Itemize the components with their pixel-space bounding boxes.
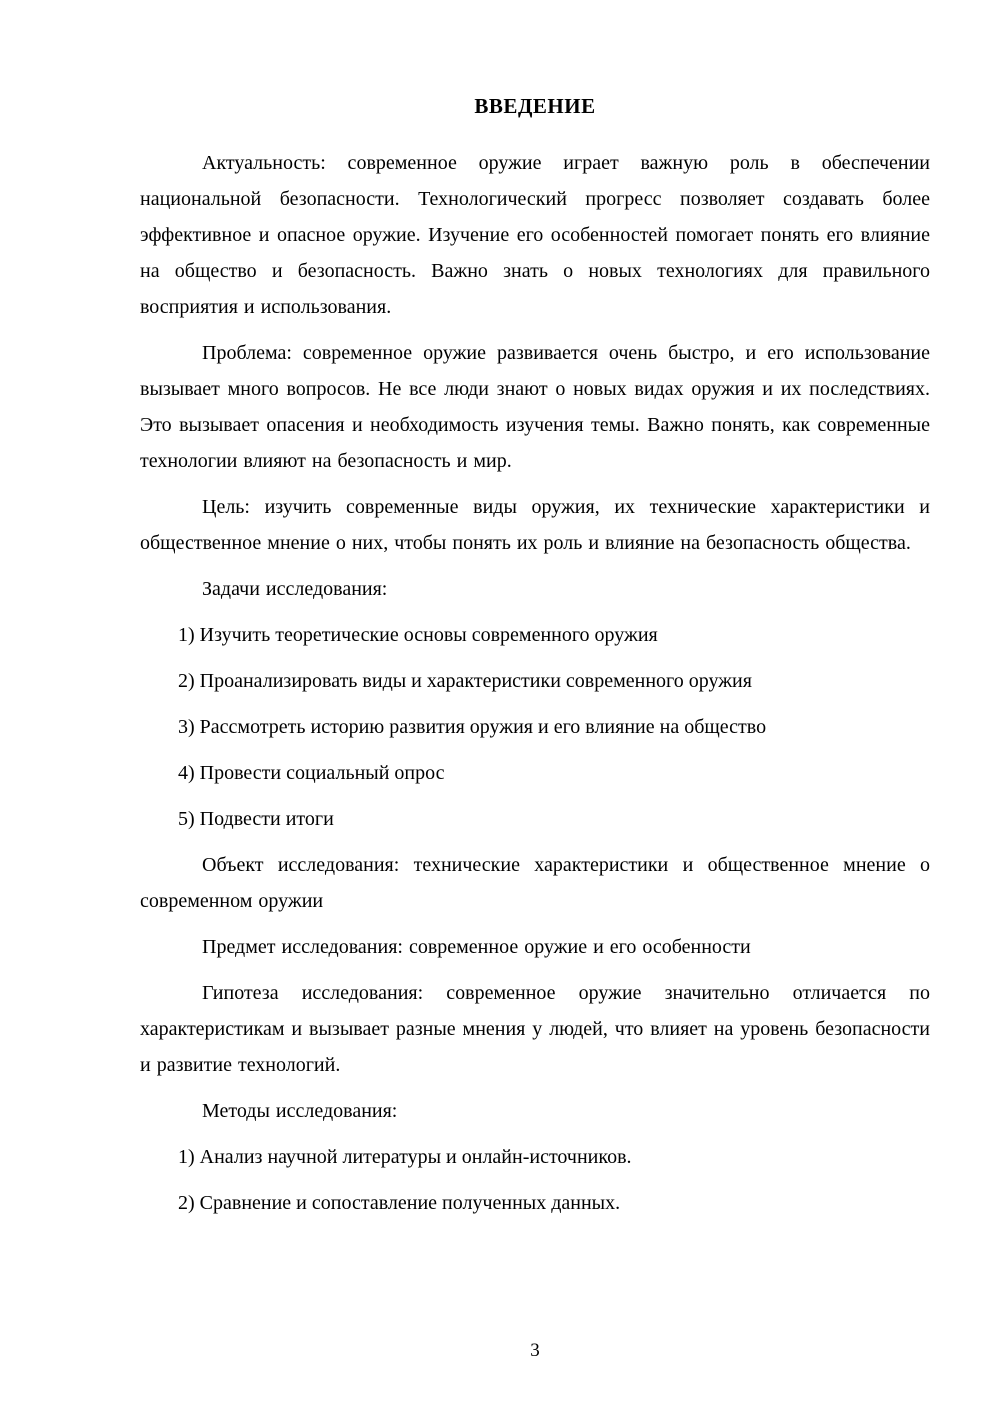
tasks-heading: Задачи исследования: xyxy=(202,578,388,600)
paragraph-hypothesis: Гипотеза исследования: современное оружие значительно отличается по характеристикам и вызывает разные мнения у людей, что влияет на уровень безопасности и развитие технологий. xyxy=(140,982,930,1076)
methods-heading: Методы исследования: xyxy=(202,1100,398,1122)
paragraph-problem: Проблема: современное оружие развивается очень быстро, и его использование вызывает много вопросов. Не все люди знают о новых видах оружия и их последствиях. Это вызывает опасения и необходимость изучения темы. Важно понять, как современные технологии влияют на безопасность и мир. xyxy=(140,342,930,472)
method-item: 2) Сравнение и сопоставление полученных данных. xyxy=(178,1192,621,1214)
task-item: 3) Рассмотреть историю развития оружия и его влияние на общество xyxy=(178,716,767,738)
task-item: 2) Проанализировать виды и характеристики современного оружия xyxy=(178,670,752,692)
page-title: ВВЕДЕНИЕ xyxy=(474,94,596,118)
paragraph-goal: Цель: изучить современные виды оружия, их технические характеристики и общественное мнение о них, чтобы понять их роль и влияние на безопасность общества. xyxy=(140,496,930,554)
method-item: 1) Анализ научной литературы и онлайн-источников. xyxy=(178,1146,632,1168)
page-number: 3 xyxy=(530,1340,540,1361)
task-item: 4) Провести социальный опрос xyxy=(178,762,445,784)
paragraph-actuality: Актуальность: современное оружие играет важную роль в обеспечении национальной безопасности. Технологический прогресс позволяет создавать более эффективное и опасное оружие. Изучение его особенностей помогает понять его влияние на общество и безопасность. Важно знать о новых технологиях для правильного восприятия и использования. xyxy=(140,152,930,318)
task-item: 1) Изучить теоретические основы современного оружия xyxy=(178,624,658,646)
paragraph-object: Объект исследования: технические характеристики и общественное мнение о современном оружии xyxy=(140,854,930,912)
paragraph-subject: Предмет исследования: современное оружие и его особенности xyxy=(202,936,751,958)
task-item: 5) Подвести итоги xyxy=(178,808,334,830)
